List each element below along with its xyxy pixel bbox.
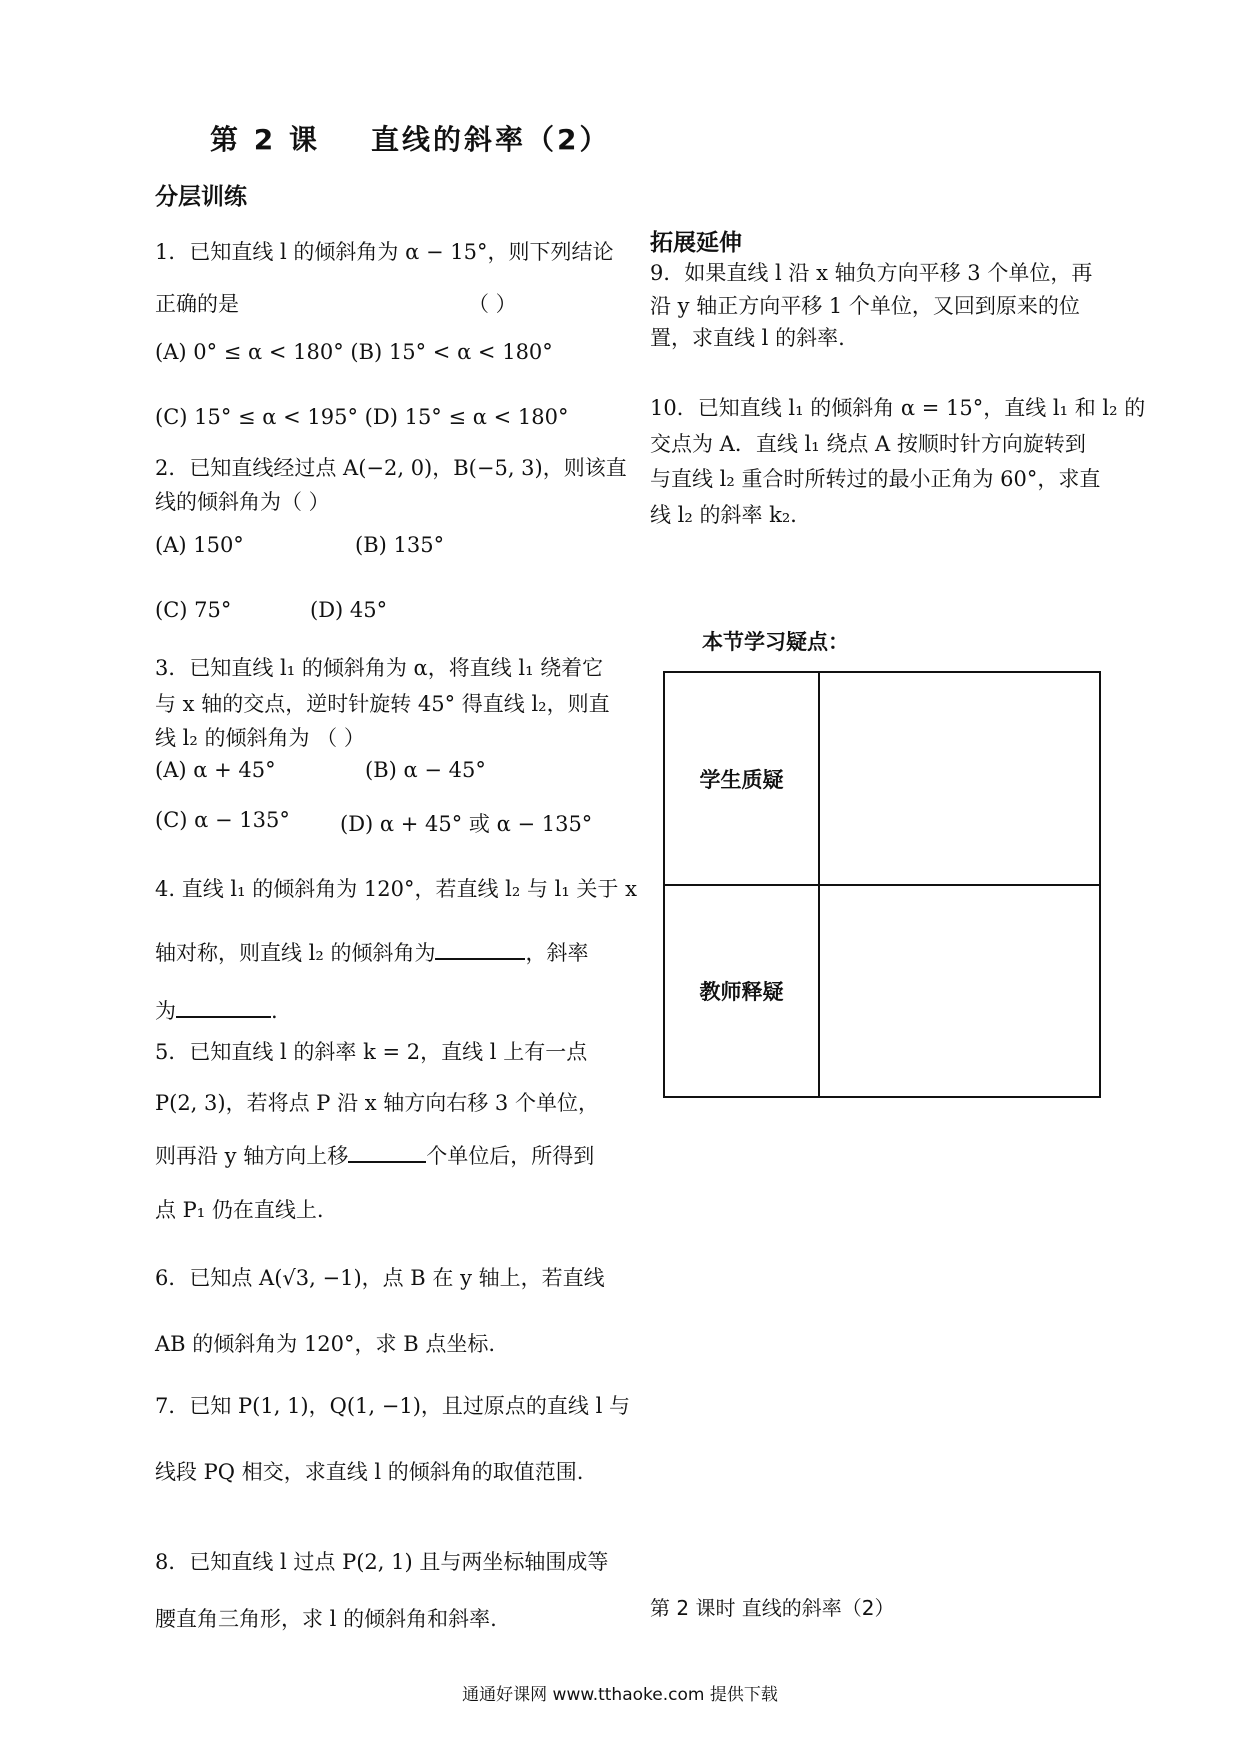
q6-line1: 6．已知点 A(√3, −1)，点 B 在 y 轴上，若直线 <box>155 1266 605 1290</box>
q4-line1: 4. 直线 l₁ 的倾斜角为 120°，若直线 l₂ 与 l₁ 关于 x <box>155 877 637 901</box>
q1-options-ab: (A) 0° ≤ α < 180° (B) 15° < α < 180° <box>155 340 553 364</box>
page-title: 第 2 课 直线的斜率（2） <box>210 123 611 156</box>
q5-line3 <box>155 1140 594 1170</box>
q5-line3-suffix: 个单位后，所得到 <box>426 1144 595 1168</box>
q1-line1: 1．已知直线 l 的倾斜角为 α − 15°，则下列结论 <box>155 240 614 264</box>
q5-answer-blank[interactable] <box>348 1141 426 1163</box>
section-heading-extension: 拓展延伸 <box>650 230 742 256</box>
q3-option-d: (D) α + 45° 或 α − 135° <box>340 812 593 836</box>
q4-line2-suffix: ，斜率 <box>525 941 589 965</box>
q4-line3-suffix: . <box>271 999 278 1023</box>
table-label-teacher-answers: 教师释疑 <box>699 980 784 1004</box>
student-questions-area[interactable] <box>820 673 1099 884</box>
doubts-heading: 本节学习疑点： <box>702 630 849 654</box>
q3-line2: 与 x 轴的交点，逆时针旋转 45° 得直线 l₂，则直 <box>155 692 610 716</box>
q4-line2 <box>155 937 588 967</box>
page-footer: 通通好课网 www.tthaoke.com 提供下载 <box>462 1685 778 1705</box>
doubts-table <box>663 671 1101 1098</box>
lesson-label: 第 2 课时 直线的斜率（2） <box>650 1596 895 1620</box>
q5-line2: P(2, 3)，若将点 P 沿 x 轴方向右移 3 个单位， <box>155 1091 599 1115</box>
section-heading-layered-training: 分层训练 <box>155 184 247 210</box>
q4-answer-blank-slope[interactable] <box>176 996 271 1018</box>
q4-answer-blank-angle[interactable] <box>435 938 525 960</box>
q10-line1: 10．已知直线 l₁ 的倾斜角 α = 15°，直线 l₁ 和 l₂ 的 <box>650 396 1146 420</box>
q7-line1: 7．已知 P(1, 1)，Q(1, −1)，且过原点的直线 l 与 <box>155 1394 630 1418</box>
q2-line1: 2．已知直线经过点 A(−2, 0)，B(−5, 3)，则该直 <box>155 456 627 480</box>
q9-line3: 置，求直线 l 的斜率. <box>650 326 845 350</box>
q3-line1: 3．已知直线 l₁ 的倾斜角为 α，将直线 l₁ 绕着它 <box>155 656 604 680</box>
q1-options-cd: (C) 15° ≤ α < 195° (D) 15° ≤ α < 180° <box>155 405 569 429</box>
q2-option-a: (A) 150° <box>155 533 244 557</box>
q1-line2: 正确的是 <box>155 292 239 316</box>
q3-line3: 线 l₂ 的倾斜角为 （ ） <box>155 726 365 750</box>
q4-line3-text: 为 <box>155 999 176 1023</box>
q4-line2-text: 轴对称，则直线 l₂ 的倾斜角为 <box>155 941 436 965</box>
table-label-student-questions: 学生质疑 <box>699 767 784 792</box>
q7-line2: 线段 PQ 相交，求直线 l 的倾斜角的取值范围. <box>155 1460 584 1484</box>
q2-option-b: (B) 135° <box>355 533 445 557</box>
q2-option-c: (C) 75° <box>155 598 232 622</box>
q8-line1: 8．已知直线 l 过点 P(2, 1) 且与两坐标轴围成等 <box>155 1550 609 1574</box>
q10-line3: 与直线 l₂ 重合时所转过的最小正角为 60°，求直 <box>650 467 1101 491</box>
q5-line1: 5．已知直线 l 的斜率 k = 2，直线 l 上有一点 <box>155 1040 588 1064</box>
q3-option-c: (C) α − 135° <box>155 808 290 832</box>
q4-line3 <box>155 995 278 1025</box>
q8-line2: 腰直角三角形，求 l 的倾斜角和斜率. <box>155 1607 497 1631</box>
q2-option-d: (D) 45° <box>310 598 388 622</box>
q10-line2: 交点为 A．直线 l₁ 绕点 A 按顺时针方向旋转到 <box>650 432 1086 456</box>
q5-line3-text: 则再沿 y 轴方向上移 <box>155 1144 349 1168</box>
q6-line2: AB 的倾斜角为 120°，求 B 点坐标. <box>155 1332 495 1356</box>
q1-answer-paren: （ ） <box>468 292 517 316</box>
q2-line2: 线的倾斜角为（ ） <box>155 490 330 514</box>
q5-line4: 点 P₁ 仍在直线上. <box>155 1198 324 1222</box>
q10-line4: 线 l₂ 的斜率 k₂． <box>650 503 812 527</box>
q3-option-b: (B) α − 45° <box>365 758 486 782</box>
q3-option-a: (A) α + 45° <box>155 758 276 782</box>
q9-line2: 沿 y 轴正方向平移 1 个单位，又回到原来的位 <box>650 294 1080 318</box>
q9-line1: 9．如果直线 l 沿 x 轴负方向平移 3 个单位，再 <box>650 261 1093 285</box>
teacher-answers-area[interactable] <box>820 886 1099 1096</box>
